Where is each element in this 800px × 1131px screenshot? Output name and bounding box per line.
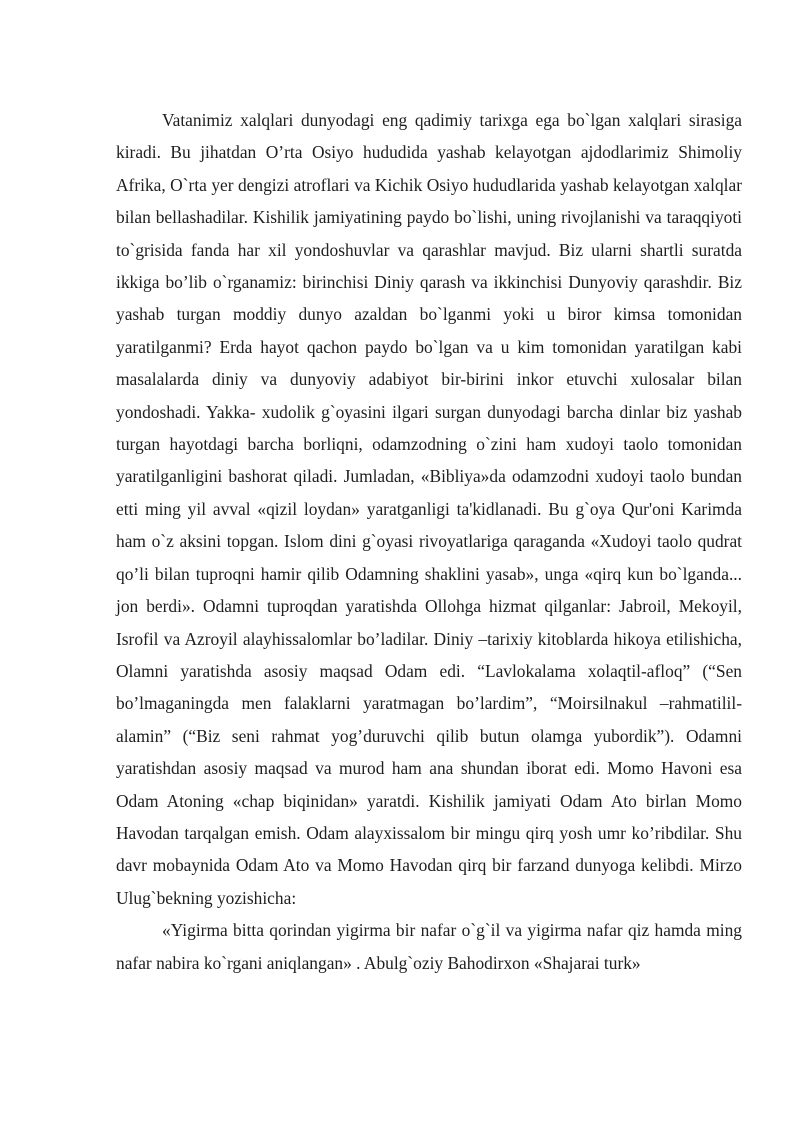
body-paragraph-2: «Yigirma bitta qorindan yigirma bir nafar o`g`il va yigirma nafar qiz hamda ming nafar nabira ko`rgani aniqlangan» . Abulg`oziy Bahodirxon «Shajarai turk» [116, 920, 742, 973]
body-paragraph-1: Vatanimiz xalqlari dunyodagi eng qadimiy tarixga ega bo`lgan xalqlari sirasiga kiradi. Bu jihatdan O’rta Osiyo hududida yashab kelayotgan ajdodlarimiz Shimoliy Afrika, O`rta yer dengizi atroflari va Kichik Osiyo hududlarida yashab kelayotgan xalqlar bilan bellashadilar. Kishilik jamiyatining paydo bo`lishi, uning rivojlanishi va taraqqiyoti to`grisida fanda har xil yondoshuvlar va qarashlar mavjud. Biz ularni shartli suratda ikkiga bo’lib o`rganamiz: birinchisi Diniy qarash va ikkinchisi Dunyoviy qarashdir. Biz yashab turgan moddiy dunyo azaldan bo`lganmi yoki u biror kimsa tomonidan yaratilganmi? Erda hayot qachon paydo bo`lgan va u kim tomonidan yaratilgan kabi masalalarda diniy va dunyoviy adabiyot bir-birini inkor etuvchi xulosalar bilan yondoshadi. Yakka- xudolik g`oyasini ilgari surgan dunyodagi barcha dinlar biz yashab turgan hayotdagi barcha borliqni, odamzodning o`zini ham xudoyi taolo tomonidan yaratilganligini bashorat qiladi. Jumladan, «Bibliya»da odamzodni xudoyi taolo bundan etti ming yil avval «qizil loydan» yaratganligi ta'kidlanadi. Bu g`oya Qur'oni Karimda ham o`z aksini topgan. Islom dini g`oyasi rivoyatlariga qaraganda «Xudoyi taolo qudrat qo’li bilan tuproqni hamir qilib Odamning shaklini yasab», unga «qirq kun bo`lganda... jon berdi». Odamni tuproqdan yaratishda Ollohga hizmat qilganlar: Jabroil, Mekoyil, Isrofil va Azroyil alayhissalomlar bo’ladilar. Diniy –tarixiy kitoblarda hikoya etilishicha, Olamni yaratishda asosiy maqsad Odam edi. “Lavlokalama xolaqtil-afloq” (“Sen bo’lmaganingda men falaklarni yaratmagan bo’lardim”, “Moirsilnakul –rahmatilil-alamin” (“Biz seni rahmat yog’duruvchi qilib butun olamga yubordik”). Odamni yaratishdan asosiy maqsad va murod ham ana shundan iborat edi. Momo Havoni esa Odam Atoning «chap biqinidan» yaratdi. Kishilik jamiyati Odam Ato birlan Momo Havodan tarqalgan emish. Odam alayxissalom bir mingu qirq yosh umr ko’ribdilar. Shu davr mobaynida Odam Ato va Momo Havodan qirq bir farzand dunyoga kelibdi. Mirzo Ulug`bekning yozishicha: [116, 110, 742, 908]
document-page [116, 104, 742, 979]
